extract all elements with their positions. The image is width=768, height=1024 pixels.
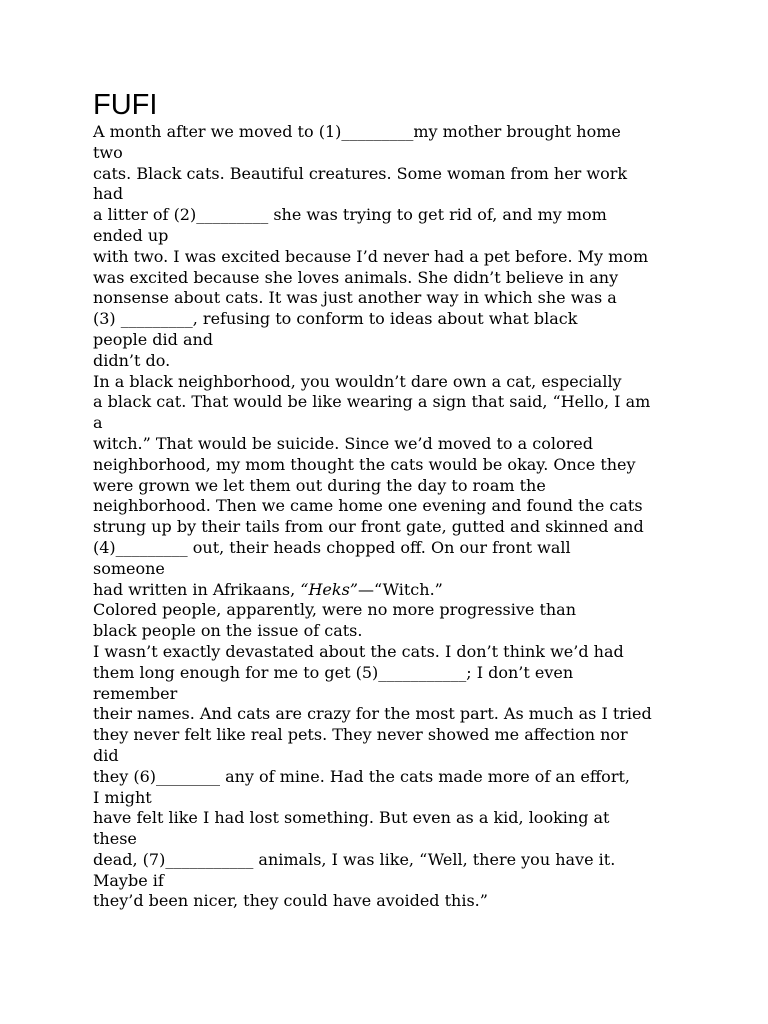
- text-line: Maybe if: [93, 870, 164, 890]
- afrikaans-line-before: had written in Afrikaans,: [93, 579, 301, 599]
- text-line: have felt like I had lost something. But even as a kid, looking at: [93, 808, 610, 828]
- text-line: cats. Black cats. Beautiful creatures. Some woman from her work: [93, 163, 628, 183]
- text-line: (3) _________, refusing to conform to ideas about what black: [93, 309, 578, 329]
- document-body: [93, 122, 733, 912]
- text-line: was excited because she loves animals. She didn’t believe in any: [93, 267, 619, 287]
- document-title: FUFI: [93, 89, 158, 121]
- text-line: they (6)________ any of mine. Had the cats made more of an effort,: [93, 766, 630, 786]
- text-line: Colored people, apparently, were no more progressive than: [93, 600, 577, 620]
- text-line: I might: [93, 787, 152, 807]
- text-line: In a black neighborhood, you wouldn’t dare own a cat, especially: [93, 371, 622, 391]
- text-line: them long enough for me to get (5)___________; I don’t even: [93, 662, 574, 682]
- afrikaans-line-after: —“Witch.”: [357, 579, 443, 599]
- text-line: had: [93, 184, 124, 204]
- text-line: a: [93, 413, 103, 433]
- text-line: two: [93, 142, 123, 162]
- text-line: (4)_________ out, their heads chopped off. On our front wall: [93, 537, 571, 557]
- text-line: someone: [93, 558, 165, 578]
- text-line: they’d been nicer, they could have avoided this.”: [93, 891, 488, 911]
- text-line: witch.” That would be suicide. Since we’d moved to a colored: [93, 433, 593, 453]
- text-line: with two. I was excited because I’d never had a pet before. My mom: [93, 246, 649, 266]
- text-line: they never felt like real pets. They never showed me affection nor: [93, 725, 628, 745]
- text-line: did: [93, 745, 119, 765]
- text-line: dead, (7)___________ animals, I was like, “Well, there you have it.: [93, 849, 616, 869]
- text-line: these: [93, 829, 137, 849]
- text-line: strung up by their tails from our front gate, gutted and skinned and: [93, 517, 644, 537]
- afrikaans-word: “Heks”: [300, 579, 358, 599]
- text-line: A month after we moved to (1)_________my mother brought home: [93, 122, 621, 141]
- text-line: nonsense about cats. It was just another way in which she was a: [93, 288, 617, 308]
- text-line: ended up: [93, 225, 169, 245]
- text-line: didn’t do.: [93, 350, 171, 370]
- text-line: neighborhood, my mom thought the cats would be okay. Once they: [93, 454, 636, 474]
- afrikaans-line: [93, 580, 733, 601]
- text-line: remember: [93, 683, 178, 703]
- text-line: I wasn’t exactly devastated about the cats. I don’t think we’d had: [93, 641, 624, 661]
- text-line: were grown we let them out during the day to roam the: [93, 475, 546, 495]
- text-line: people did and: [93, 329, 214, 349]
- text-line: a litter of (2)_________ she was trying to get rid of, and my mom: [93, 205, 607, 225]
- text-line: neighborhood. Then we came home one evening and found the cats: [93, 496, 643, 516]
- text-line: a black cat. That would be like wearing a sign that said, “Hello, I am: [93, 392, 651, 412]
- text-line: their names. And cats are crazy for the most part. As much as I tried: [93, 704, 652, 724]
- text-line: black people on the issue of cats.: [93, 621, 363, 641]
